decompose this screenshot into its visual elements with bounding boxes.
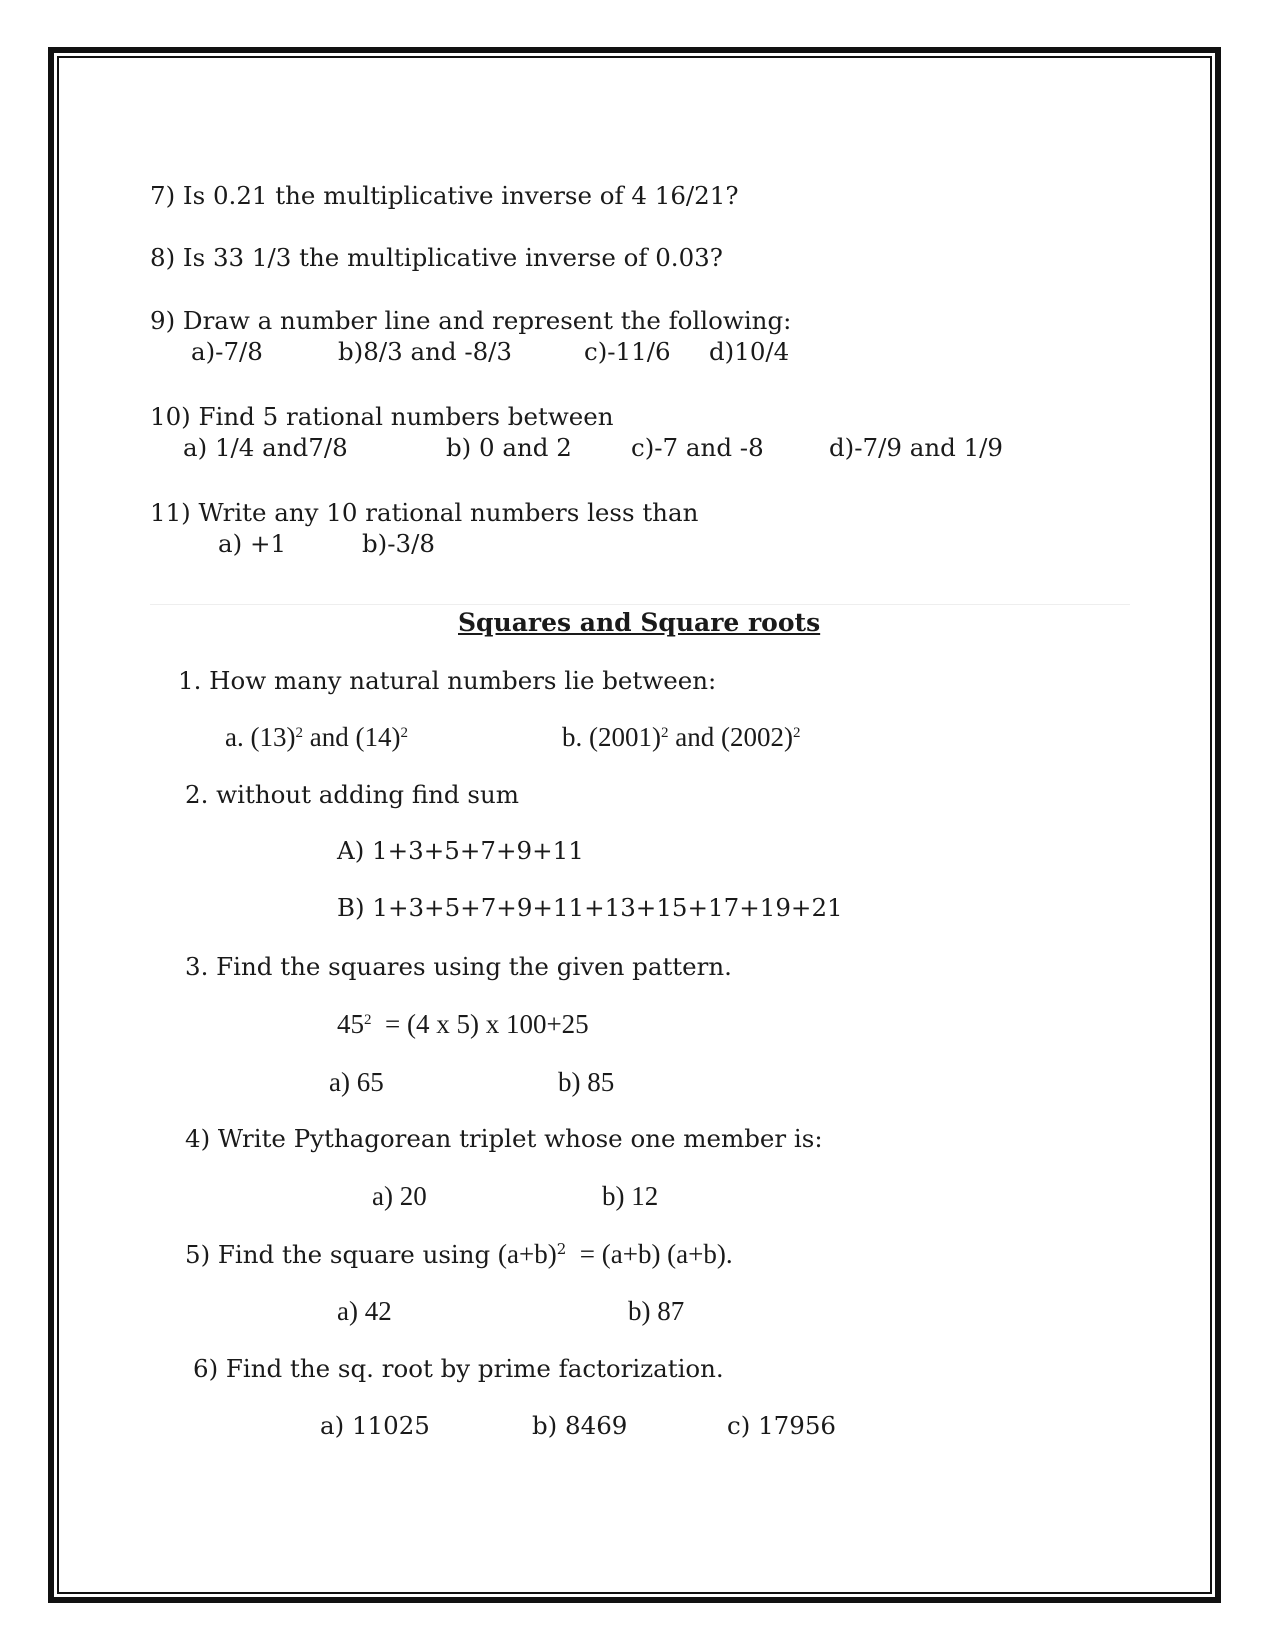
question-9-option-a: a)-7/8 (191, 337, 263, 366)
squares-question-6-option-b: b) 8469 (532, 1411, 628, 1440)
question-11: 11) Write any 10 rational numbers less than (150, 498, 699, 527)
squares-question-3: 3. Find the squares using the given pattern. (185, 952, 732, 981)
question-9-option-c: c)-11/6 (584, 337, 671, 366)
question-10-option-c: c)-7 and -8 (631, 433, 764, 462)
question-11-option-a: a) +1 (218, 529, 287, 558)
squares-question-5-option-b: b) 87 (628, 1296, 685, 1326)
squares-question-4: 4) Write Pythagorean triplet whose one member is: (185, 1124, 823, 1153)
squares-question-1-option-b: b. $(2001)^2$ and $(2002)^2$ (562, 722, 801, 752)
question-11-option-b: b)-3/8 (362, 529, 435, 558)
section-divider (150, 604, 1130, 605)
squares-question-1: 1. How many natural numbers lie between: (178, 666, 717, 695)
squares-question-4-option-a: a) 20 (372, 1181, 427, 1211)
question-10-option-d: d)-7/9 and 1/9 (829, 433, 1004, 462)
question-10-option-b: b) 0 and 2 (446, 433, 572, 462)
question-9-option-b: b)8/3 and -8/3 (338, 337, 513, 366)
question-9-option-d: d)10/4 (709, 337, 790, 366)
question-8: 8) Is 33 1/3 the multiplicative inverse of 0.03? (150, 243, 723, 272)
question-10: 10) Find 5 rational numbers between (150, 402, 614, 431)
squares-question-5: 5) Find the square using $(a+b)^2 = (a+b)$ (a+b). (185, 1239, 733, 1269)
section-title: Squares and Square roots (458, 608, 821, 637)
squares-question-6-option-a: a) 11025 (320, 1411, 430, 1440)
squares-question-6: 6) Find the sq. root by prime factorization. (193, 1354, 724, 1383)
question-7: 7) Is 0.21 the multiplicative inverse of 4 16/21? (150, 181, 739, 210)
squares-question-4-option-b: b) 12 (602, 1181, 659, 1211)
question-10-option-a: a) 1/4 and7/8 (183, 433, 348, 462)
squares-question-6-option-c: c) 17956 (727, 1411, 837, 1440)
squares-question-3-pattern: $45^2 = (4$ x 5) x 100+25 (337, 1009, 589, 1039)
squares-question-3-option-b: b) 85 (558, 1067, 615, 1097)
squares-question-5-option-a: a) 42 (337, 1296, 392, 1326)
squares-question-1-option-a: a. $(13)^2$ and $(14)^2$ (225, 722, 408, 752)
squares-question-2: 2. without adding find sum (185, 780, 519, 809)
question-9: 9) Draw a number line and represent the following: (150, 306, 792, 335)
squares-question-2-option-a: A) 1+3+5+7+9+11 (337, 836, 584, 865)
squares-question-2-option-b: B) 1+3+5+7+9+11+13+15+17+19+21 (337, 893, 843, 922)
squares-question-3-option-a: a) 65 (329, 1067, 384, 1097)
